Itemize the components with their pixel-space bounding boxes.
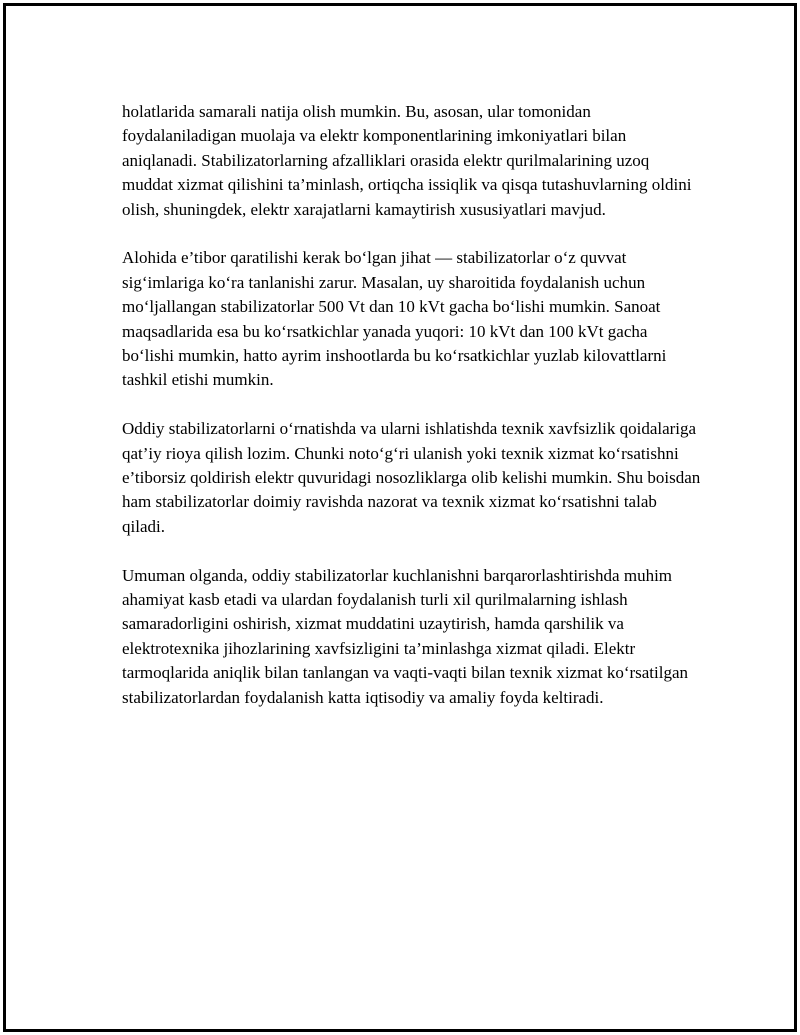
page-frame — [3, 3, 797, 1032]
paragraph: Alohida e’tibor qaratilishi kerak bo‘lgan jihat — stabilizatorlar o‘z quvvat sig‘imlariga ko‘ra tanlanishi zarur. Masalan, uy sharoitida foydalanish uchun mo‘ljallangan stabilizatorlar 500 Vt dan 10 kVt gacha bo‘lishi mumkin. Sanoat maqsadlarida esa bu ko‘rsatkichlar yanada yuqori: 10 kVt dan 100 kVt gacha bo‘lishi mumkin, hatto ayrim inshootlarda bu ko‘rsatkichlar yuzlab kilovattlarni tashkil etishi mumkin. — [122, 248, 667, 390]
paragraph: Umuman olganda, oddiy stabilizatorlar kuchlanishni barqarorlashtirishda muhim ahamiyat kasb etadi va ulardan foydalanish turli xil qurilmalarning ishlash samaradorligini oshirish, xizmat muddatini uzaytirish, hamda qarshilik va elektrotexnika jihozlarining xavfsizligini ta’minlashga xizmat qiladi. Elektr tarmoqlarida aniqlik bilan tanlangan va vaqti-vaqti bilan texnik xizmat ko‘rsatilgan stabilizatorlardan foydalanish katta iqtisodiy va amaliy foyda keltiradi. — [122, 565, 689, 707]
document-body — [122, 100, 702, 735]
paragraph: holatlarida samarali natija olish mumkin. Bu, asosan, ular tomonidan foydalaniladigan muolaja va elektr komponentlarining imkoniyatlari bilan aniqlanadi. Stabilizatorlarning afzalliklari orasida elektr qurilmalarining uzoq muddat xizmat qilishini ta’minlash, ortiqcha issiqlik va qisqa tutashuvlarning oldini olish, shuningdek, elektr xarajatlarni kamaytirish xususiyatlari mavjud. — [122, 102, 692, 219]
paragraph: Oddiy stabilizatorlarni o‘rnatishda va ularni ishlatishda texnik xavfsizlik qoidalariga qat’iy rioya qilish lozim. Chunki noto‘g‘ri ulanish yoki texnik xizmat ko‘rsatishni e’tiborsiz qoldirish elektr quvuridagi nosozliklarga olib kelishi mumkin. Shu boisdan ham stabilizatorlar doimiy ravishda nazorat va texnik xizmat ko‘rsatishni talab qiladi. — [122, 419, 701, 536]
